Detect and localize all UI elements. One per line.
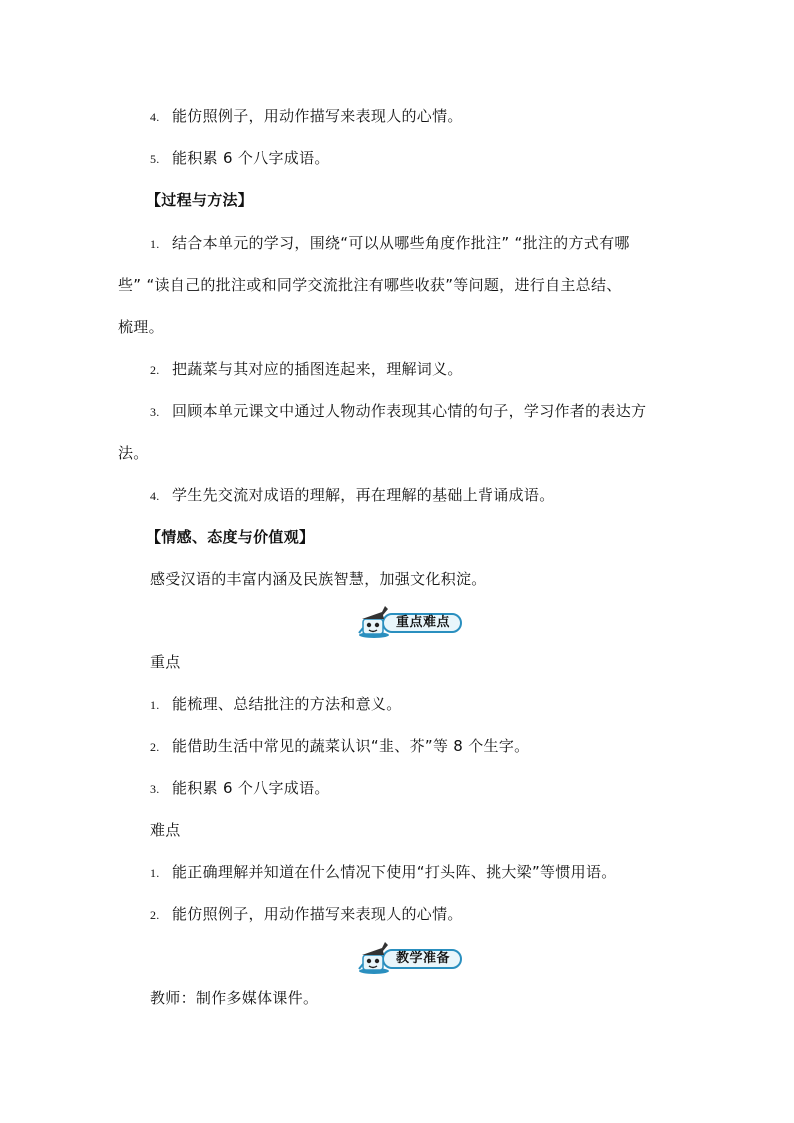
item-number: 4. [150,110,160,124]
item-number: 4. [150,489,160,503]
item-number: 1. [150,237,160,251]
item-number: 3. [150,782,160,796]
item-text: 能仿照例子，用动作描写来表现人的心情。 [172,107,463,125]
objective-item-4 [150,106,463,127]
item-number: 5. [150,152,160,166]
badge-label: 教学准备 [396,951,451,966]
difficulty-item-2 [150,904,463,925]
process-item-4 [150,485,555,506]
item-number: 1. [150,866,160,880]
emotion-text: 感受汉语的丰富内涵及民族智慧，加强文化积淀。 [150,570,487,588]
item-number: 1. [150,698,160,712]
section-badge-key-difficult [354,604,466,638]
key-point-item-3 [150,778,330,799]
key-point-item-1 [150,694,402,715]
difficulty-item-1 [150,862,617,883]
emotion-heading: 【情感、态度与价值观】 [146,528,315,546]
item-number: 2. [150,740,160,754]
section-badge-teaching-prep [354,940,466,974]
item-text: 回顾本单元课文中通过人物动作表现其心情的句子，学习作者的表达方 [172,402,647,420]
item-text: 把蔬菜与其对应的插图连起来，理解词义。 [172,360,463,378]
difficulties-heading: 难点 [150,821,181,839]
objective-item-5 [150,148,330,169]
item-text: 能积累 6 个八字成语。 [172,779,330,797]
process-item-1-line2: 些” “读自己的批注或和同学交流批注有哪些收获”等问题，进行自主总结、 [118,276,622,294]
mascot-icon [354,940,394,974]
item-number: 3. [150,405,160,419]
process-item-1-line3: 梳理。 [118,318,164,336]
item-text: 学生先交流对成语的理解，再在理解的基础上背诵成语。 [172,486,555,504]
item-text: 能梳理、总结批注的方法和意义。 [172,695,402,713]
item-number: 2. [150,363,160,377]
key-point-item-2 [150,736,529,757]
item-text: 能借助生活中常见的蔬菜认识“韭、芥”等 8 个生字。 [172,737,530,755]
preparation-text: 教师：制作多媒体课件。 [150,989,319,1007]
item-number: 2. [150,908,160,922]
item-text: 结合本单元的学习，围绕“可以从哪些角度作批注” “批注的方式有哪 [172,234,630,252]
process-item-1-line1 [150,233,630,254]
process-item-2 [150,359,463,380]
badge-label: 重点难点 [396,615,451,630]
item-text: 能积累 6 个八字成语。 [172,149,330,167]
process-method-heading: 【过程与方法】 [146,191,254,209]
process-item-3-line1 [150,401,646,422]
mascot-icon [354,604,394,638]
item-text: 能仿照例子，用动作描写来表现人的心情。 [172,905,463,923]
key-points-heading: 重点 [150,653,181,671]
item-text: 能正确理解并知道在什么情况下使用“打头阵、挑大梁”等惯用语。 [172,863,617,881]
process-item-3-line2: 法。 [118,444,149,462]
